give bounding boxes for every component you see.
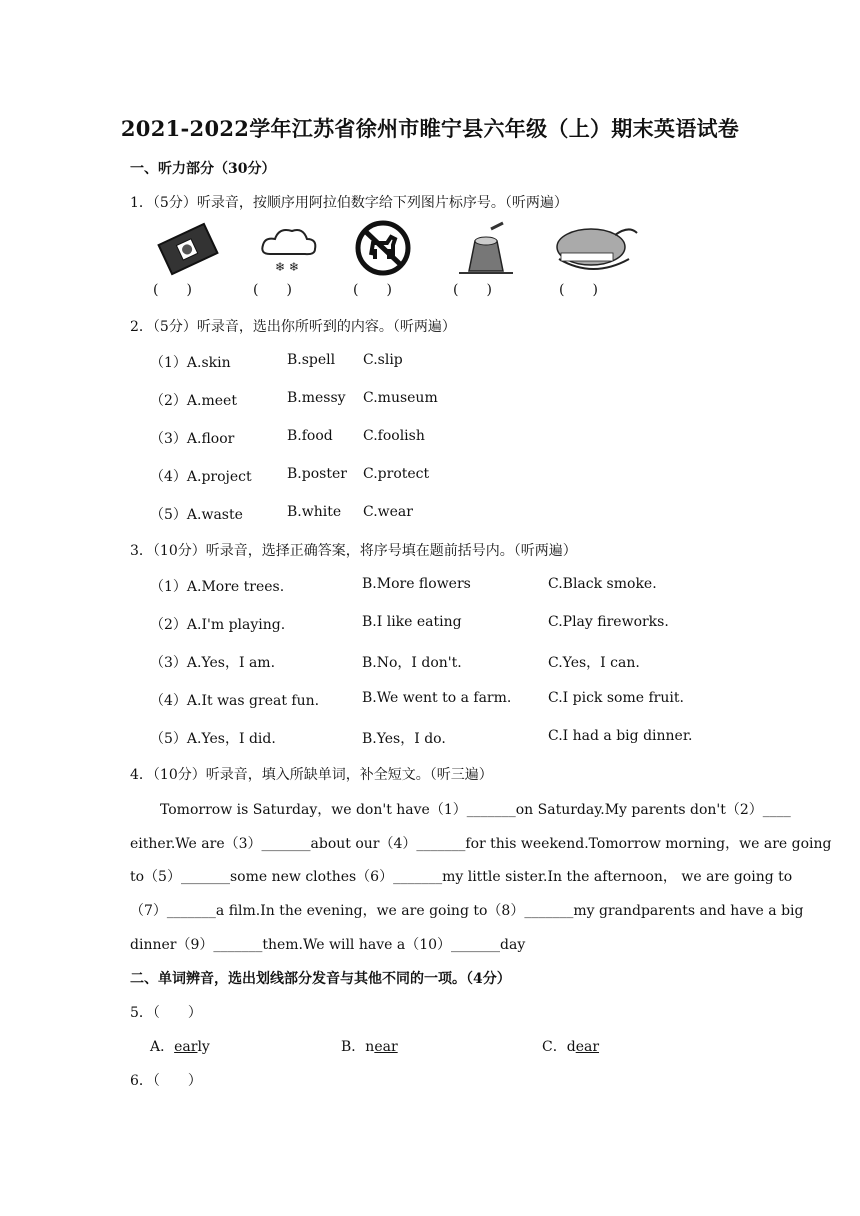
question-6-number: 6．（ ）	[130, 1073, 202, 1089]
picture-item	[545, 217, 645, 301]
snow-cloud-icon	[255, 219, 325, 279]
option-b: B.Yes，I do.	[362, 731, 446, 747]
option-c	[542, 1036, 599, 1056]
option-c: C.foolish	[363, 428, 425, 444]
question-1-prompt: 1．（5分）听录音，按顺序用阿拉伯数字给下列图片标序号。（听两遍）	[130, 195, 568, 211]
option-c: C.slip	[363, 352, 403, 368]
option-b: B.spell	[287, 352, 336, 368]
option-c: C.museum	[363, 390, 438, 406]
option-a: （2）A.I'm playing.	[150, 617, 286, 633]
question-2-prompt: 2．（5分）听录音，选出你所听到的内容。（听两遍）	[130, 319, 456, 335]
picture-item	[345, 217, 435, 301]
picture-number-blank[interactable]: ( )	[353, 282, 392, 298]
option-b: B.food	[287, 428, 333, 444]
section-phonics-heading: 二、单词辨音，选出划线部分发音与其他不同的一项。（4分）	[130, 971, 511, 987]
option-letter: C．	[542, 1039, 567, 1055]
picture-item	[145, 217, 235, 301]
option-c: C.Play fireworks.	[548, 614, 669, 630]
option-a	[150, 1036, 210, 1056]
option-a: （3）A.Yes，I am.	[150, 655, 276, 671]
option-a: （3）A.floor	[150, 431, 235, 447]
option-b: B.No，I don't.	[362, 655, 462, 671]
word-part: n	[365, 1039, 375, 1055]
option-b: B.white	[287, 504, 342, 520]
card-icon	[153, 219, 223, 279]
option-c: C.Black smoke.	[548, 576, 657, 592]
picture-number-blank[interactable]: ( )	[253, 282, 292, 298]
question-3-prompt: 3．（10分）听录音，选择正确答案，将序号填在题前括号内。（听两遍）	[130, 543, 577, 559]
tree-stump-icon	[451, 219, 521, 279]
picture-number-blank[interactable]: ( )	[153, 282, 192, 298]
passage-line: either.We are（3）_______about our（4）_______for this weekend.Tomorrow morning，we are going	[130, 836, 832, 852]
option-c: C.I had a big dinner.	[548, 728, 693, 744]
no-dogs-sign-icon	[351, 219, 421, 279]
passage-line: Tomorrow is Saturday，we don't have（1）_______on Saturday.My parents don't（2）____	[160, 802, 791, 818]
option-a: （1）A.More trees.	[150, 579, 285, 595]
word-part: ly	[197, 1039, 210, 1055]
option-c: C.protect	[363, 466, 430, 482]
option-c: C.I pick some fruit.	[548, 690, 684, 706]
option-b: B.I like eating	[362, 614, 462, 630]
section-listening-heading: 一、听力部分（30分）	[130, 161, 276, 177]
picture-item	[445, 217, 535, 301]
question-4-prompt: 4．（10分）听录音，填入所缺单词，补全短文。（听三遍）	[130, 767, 493, 783]
thanksgiving-turkey-icon	[545, 219, 641, 279]
option-a: （2）A.meet	[150, 393, 237, 409]
option-b: B.We went to a farm.	[362, 690, 512, 706]
passage-line: dinner（9）_______them.We will have a（10）_______day	[130, 937, 526, 953]
option-b	[341, 1036, 398, 1056]
picture-item	[245, 217, 335, 301]
underlined-part: ear	[575, 1039, 600, 1055]
passage-line: to（5）_______some new clothes（6）_______my little sister.In the afternoon， we are going to	[130, 869, 793, 885]
picture-number-blank[interactable]: ( )	[559, 282, 598, 298]
word-part: d	[566, 1039, 576, 1055]
underlined-part: ear	[374, 1039, 398, 1055]
option-b: B.poster	[287, 466, 347, 482]
question-5-number: 5．（ ）	[130, 1005, 202, 1021]
picture-number-blank[interactable]: ( )	[453, 282, 492, 298]
option-a: （4）A.project	[150, 469, 252, 485]
option-a: （1）A.skin	[150, 355, 231, 371]
option-letter: B．	[341, 1039, 366, 1055]
option-b: B.More flowers	[362, 576, 471, 592]
underlined-part: ear	[174, 1039, 198, 1055]
option-a: （5）A.waste	[150, 507, 243, 523]
option-letter: A．	[150, 1039, 175, 1055]
option-c: C.wear	[363, 504, 413, 520]
option-a: （5）A.Yes，I did.	[150, 731, 276, 747]
svg-text:❄ ❄: ❄ ❄	[275, 260, 299, 274]
passage-line: （7）_______a film.In the evening，we are going to（8）_______my grandparents and have a big	[130, 903, 804, 919]
question-1-pictures	[145, 217, 645, 301]
page-title: 2021-2022学年江苏省徐州市睢宁县六年级（上）期末英语试卷	[120, 116, 740, 141]
option-b: B.messy	[287, 390, 346, 406]
option-a: （4）A.It was great fun.	[150, 693, 320, 709]
option-c: C.Yes，I can.	[548, 655, 640, 671]
